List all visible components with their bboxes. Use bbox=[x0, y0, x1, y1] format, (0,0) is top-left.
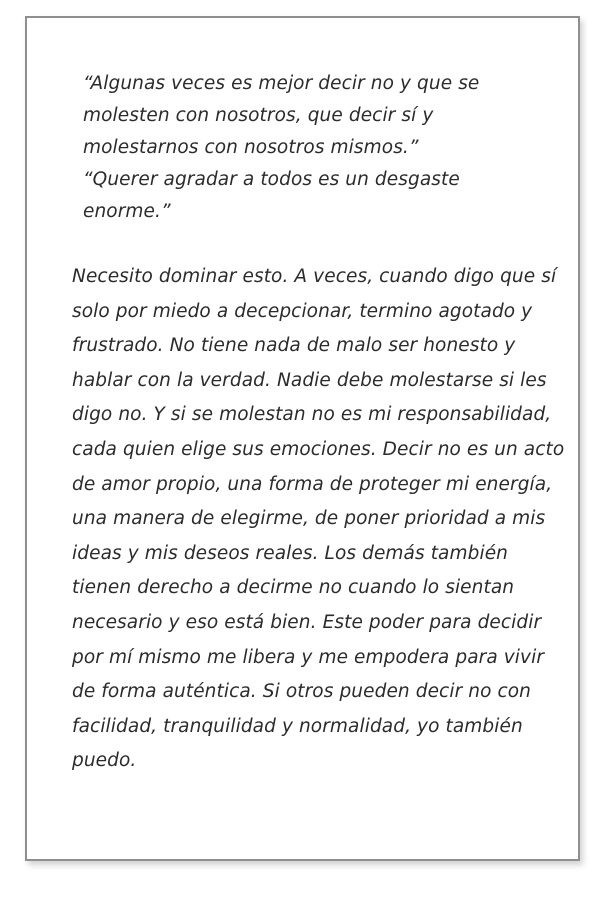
quote-first: “Algunas veces es mejor decir no y que se molesten con nosotros, que decir sí y molestarnos con nosotros mismos.” bbox=[83, 73, 480, 158]
reflection-paragraph: Necesito dominar esto. A veces, cuando digo que sí solo por miedo a decepcionar, termino agotado y frustrado. No tiene nada de malo ser honesto y hablar con la verdad. Nadie debe molestarse si les digo no. Y si se molestan no es mi responsabilidad, cada quien elige sus emociones. Decir no es un acto de amor propio, una forma de proteger mi energía, una manera de elegirme, de poner prioridad a mis ideas y mis deseos reales. Los demás también tienen derecho a decirme no cuando lo sientan necesario y eso está bien. Este poder para decidir por mí mismo me libera y me empodera para vivir de forma auténtica. Si otros pueden decir no con facilidad, tranquilidad y normalidad, yo también puedo. bbox=[72, 266, 565, 772]
quote-block bbox=[83, 68, 543, 228]
quote-card bbox=[25, 16, 580, 861]
quote-second: “Querer agradar a todos es un desgaste enorme.” bbox=[83, 169, 460, 222]
